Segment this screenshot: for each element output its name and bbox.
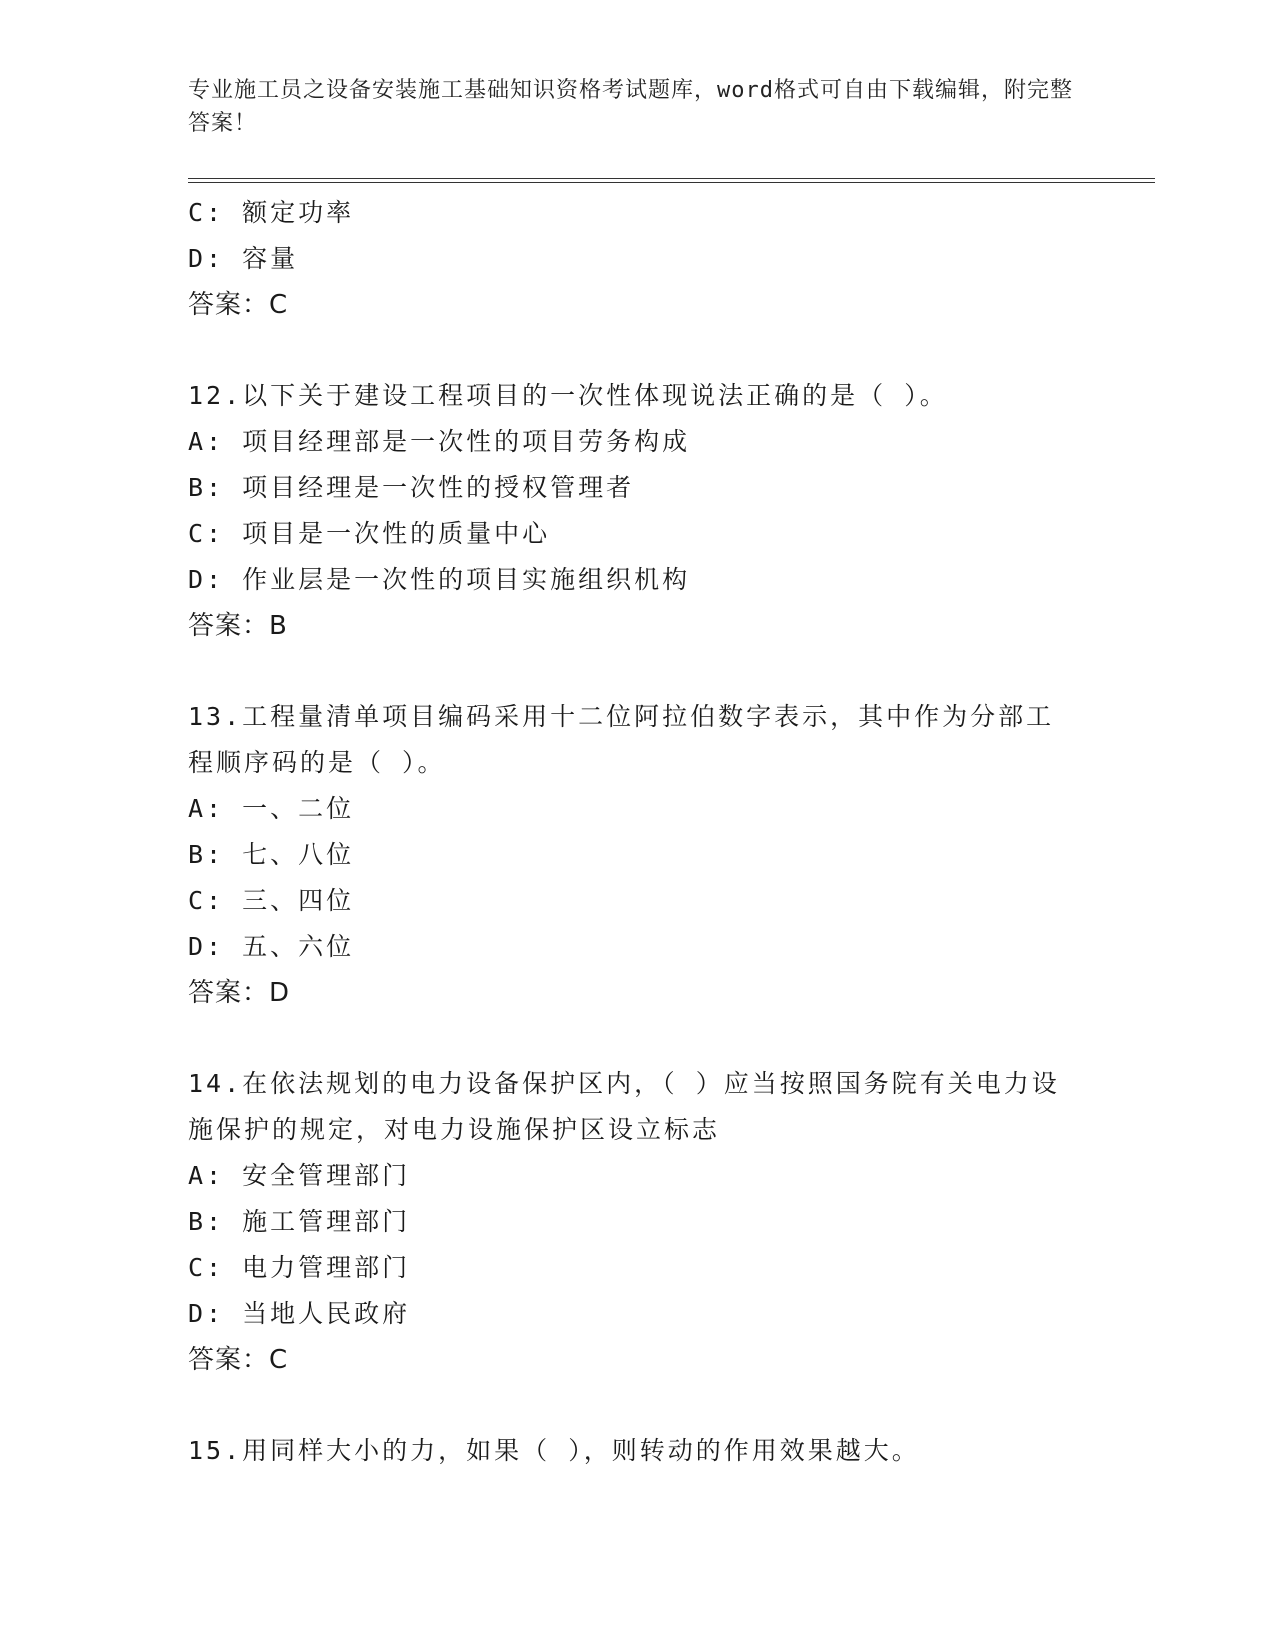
question-text: 14.在依法规划的电力设备保护区内，（ ）应当按照国务院有关电力设施保护的规定，对电力设施保护区设立标志 (188, 1069, 1060, 1144)
answer-line: 答案：D (188, 978, 291, 1008)
option-c: C: 额定功率 (188, 198, 355, 227)
page-header: 专业施工员之设备安装施工基础知识资格考试题库，word格式可自由下载编辑，附完整答案！ (188, 78, 1073, 136)
spacer (188, 1383, 1088, 1428)
question-text: 12.以下关于建设工程项目的一次性体现说法正确的是（ ）。 (188, 381, 948, 410)
question-block-partial (188, 190, 1088, 328)
question-block-12 (188, 373, 1088, 649)
option-b: B: 七、八位 (188, 840, 355, 869)
question-block-15 (188, 1428, 1088, 1474)
option-d: D: 容量 (188, 244, 299, 273)
option-b: B: 项目经理是一次性的授权管理者 (188, 473, 635, 502)
option-d: D: 五、六位 (188, 932, 355, 961)
option-b: B: 施工管理部门 (188, 1207, 411, 1236)
option-c: C: 项目是一次性的质量中心 (188, 519, 551, 548)
spacer (188, 649, 1088, 694)
question-block-14 (188, 1061, 1088, 1383)
header-divider (188, 178, 1155, 183)
question-list (188, 190, 1088, 1474)
option-d: D: 当地人民政府 (188, 1299, 411, 1328)
answer-line: 答案：B (188, 611, 288, 641)
option-a: A: 项目经理部是一次性的项目劳务构成 (188, 427, 691, 456)
question-text: 15.用同样大小的力，如果（ ），则转动的作用效果越大。 (188, 1436, 920, 1465)
spacer (188, 1016, 1088, 1061)
option-a: A: 一、二位 (188, 794, 355, 823)
question-text: 13.工程量清单项目编码采用十二位阿拉伯数字表示，其中作为分部工程顺序码的是（ ）。 (188, 702, 1055, 777)
spacer (188, 328, 1088, 373)
question-block-13 (188, 694, 1088, 1016)
option-d: D: 作业层是一次性的项目实施组织机构 (188, 565, 691, 594)
option-a: A: 安全管理部门 (188, 1161, 411, 1190)
option-c: C: 电力管理部门 (188, 1253, 411, 1282)
option-c: C: 三、四位 (188, 886, 355, 915)
answer-line: 答案：C (188, 1345, 289, 1375)
answer-line: 答案：C (188, 290, 289, 320)
